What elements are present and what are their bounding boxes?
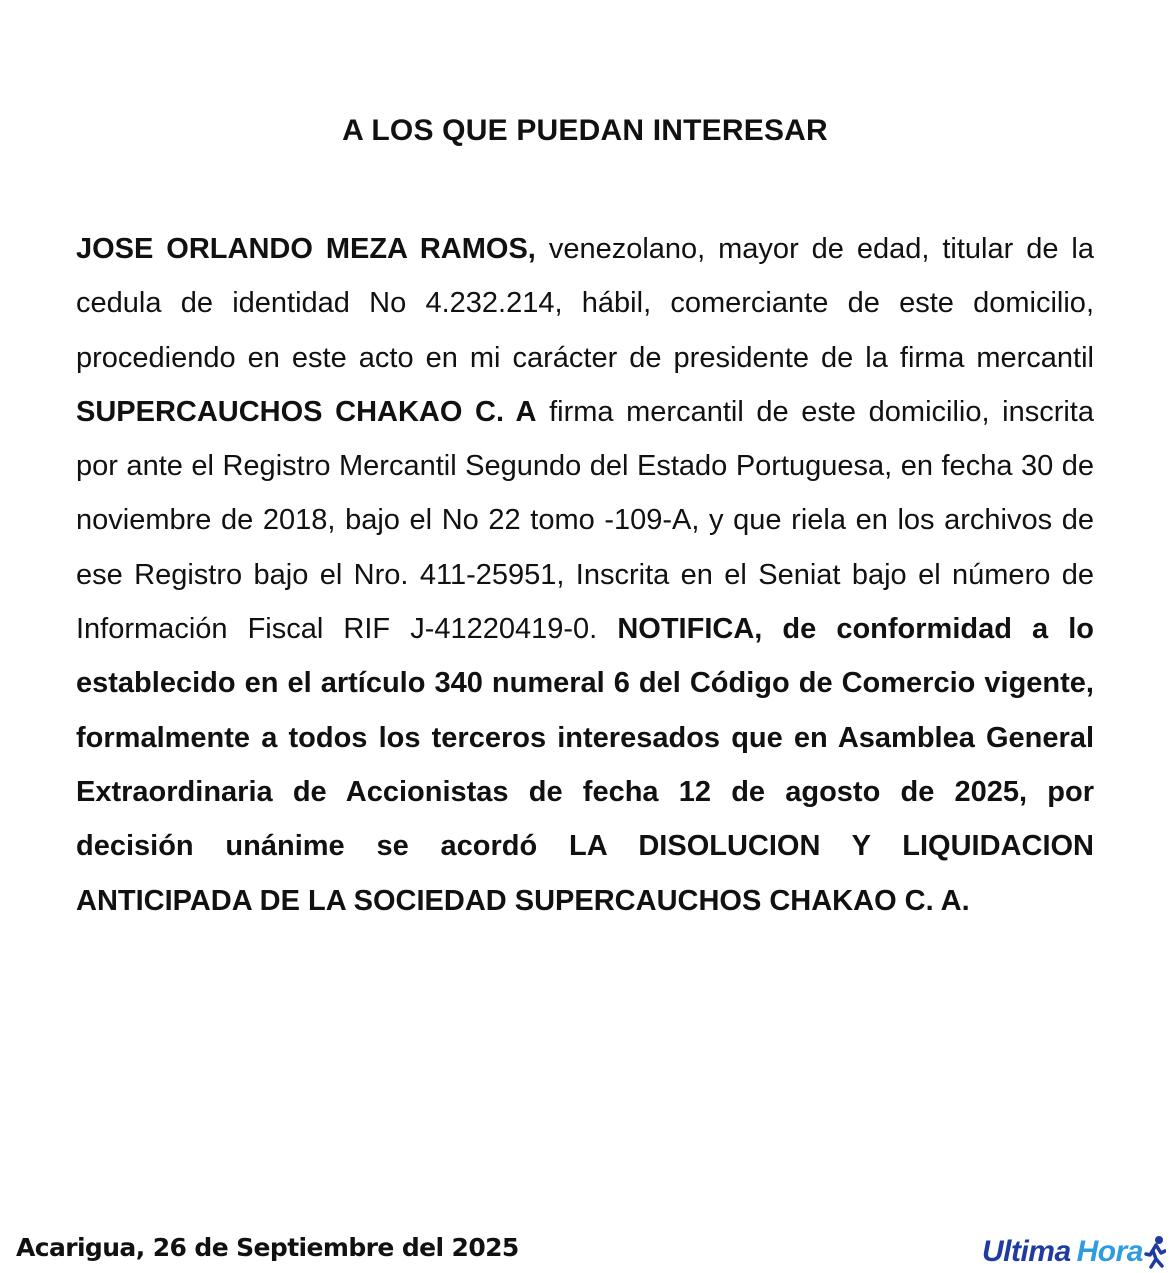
running-figure-icon bbox=[1144, 1235, 1166, 1269]
footer-date: Acarigua, 26 de Septiembre del 2025 bbox=[16, 1233, 519, 1262]
body-text-segment: venezolano, mayor de edad, titular de la cedula de identidad No 4.232.214, hábil, comerciante de este domicilio, procediendo en este acto en mi carácter de presidente de la firma mercantil bbox=[76, 233, 1094, 374]
ultima-hora-logo bbox=[982, 1232, 1166, 1272]
company-president-name: JOSE ORLANDO MEZA RAMOS, bbox=[76, 233, 536, 265]
body-text-segment: firma mercantil de este domicilio, inscrita por ante el Registro Mercantil Segundo del Estado Portuguesa, en fecha 30 de noviembre de 2018, bajo el No 22 tomo -109-A, y que riela en los archivos de ese Registro bajo el Nro. 411-25951, Inscrita en el Seniat bajo el número de Información Fiscal RIF J-41220419-0. bbox=[76, 395, 1094, 646]
logo-word-hora: Hora bbox=[1076, 1235, 1143, 1268]
document-title: A LOS QUE PUEDAN INTERESAR bbox=[342, 114, 828, 147]
notice-body bbox=[76, 222, 1094, 928]
logo-word-ultima: Ultima bbox=[981, 1235, 1071, 1268]
company-name: SUPERCAUCHOS CHAKAO C. A bbox=[76, 395, 537, 428]
notification-statement: NOTIFICA, de conformidad a lo establecido en el artículo 340 numeral 6 del Código de Comercio vigente, formalmente a todos los terceros interesados que en Asamblea General Extraordinaria de Accionistas de fecha 12 de agosto de 2025, por decisión unánime se acordó LA DISOLUCION Y LIQUIDACION ANTICIPADA DE LA SOCIEDAD SUPERCAUCHOS CHAKAO C. A. bbox=[76, 613, 1095, 917]
